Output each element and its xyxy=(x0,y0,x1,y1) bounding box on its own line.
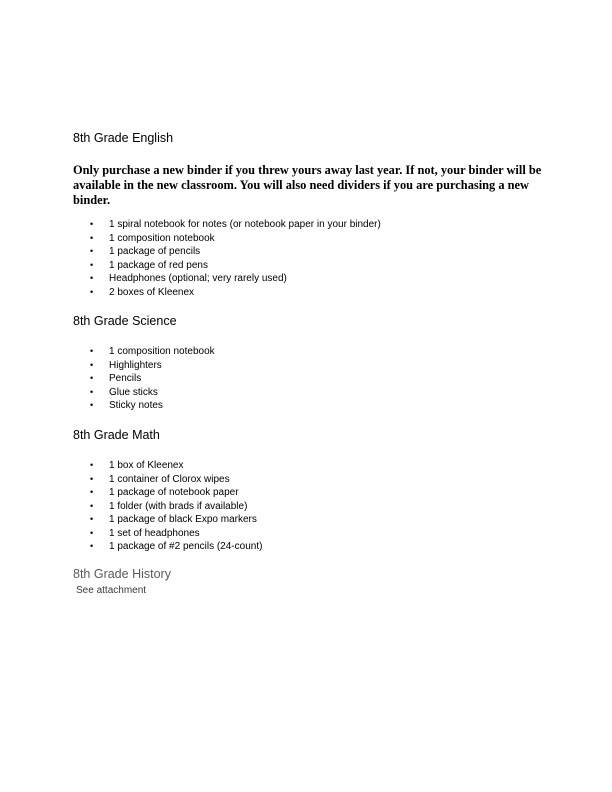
list-item: • Pencils xyxy=(90,373,142,384)
bullet-icon: • xyxy=(90,527,94,538)
list-item: • 1 package of notebook paper xyxy=(90,487,239,498)
bullet-icon: • xyxy=(90,500,94,511)
list-item: • Glue sticks xyxy=(90,386,158,398)
history-attachment-note: See attachment xyxy=(76,585,147,596)
list-item: • 1 composition notebook xyxy=(90,346,215,357)
list-item: • 1 folder (with brads if available) xyxy=(90,500,248,512)
list-item: • 2 boxes of Kleenex xyxy=(90,286,195,298)
list-item: • 1 package of #2 pencils (24-count) xyxy=(90,541,263,552)
bullet-icon: • xyxy=(90,541,94,551)
bullet-icon: • xyxy=(90,346,94,356)
list-item: • 1 set of headphones xyxy=(90,527,200,539)
bullet-icon: • xyxy=(90,286,94,297)
bullet-icon: • xyxy=(90,373,94,383)
bullet-icon: • xyxy=(90,232,94,243)
bullet-icon: • xyxy=(90,259,94,270)
bullet-icon: • xyxy=(90,219,94,229)
list-item: • 1 package of red pens xyxy=(90,259,208,271)
bullet-icon: • xyxy=(90,487,94,497)
bullet-icon: • xyxy=(90,400,94,410)
list-item: • 1 package of pencils xyxy=(90,246,201,257)
english-supply-list xyxy=(90,218,381,299)
list-item: • Headphones (optional; very rarely used) xyxy=(90,273,287,284)
list-item: • 1 composition notebook xyxy=(90,232,215,244)
bullet-icon: • xyxy=(90,460,94,470)
list-item: • Highlighters xyxy=(90,359,162,371)
list-item: • 1 package of black Expo markers xyxy=(90,514,257,525)
list-item: • 1 spiral notebook for notes (or notebook paper in your binder) xyxy=(90,219,381,230)
list-item: • Sticky notes xyxy=(90,400,163,411)
science-heading: 8th Grade Science xyxy=(73,314,177,328)
math-heading: 8th Grade Math xyxy=(73,428,160,442)
binder-note: Only purchase a new binder if you threw yours away last year. If not, your binder will be available in the new classroom. You will also need dividers if you are purchasing a new binder. xyxy=(73,163,542,207)
list-item: • 1 container of Clorox wipes xyxy=(90,473,230,485)
list-item: • 1 box of Kleenex xyxy=(90,460,184,471)
bullet-icon: • xyxy=(90,514,94,524)
bullet-icon: • xyxy=(90,473,94,484)
math-supply-list xyxy=(90,459,262,554)
bullet-icon: • xyxy=(90,386,94,397)
history-heading: 8th Grade History xyxy=(73,567,171,581)
english-heading: 8th Grade English xyxy=(73,131,174,145)
bullet-icon: • xyxy=(90,273,94,283)
bullet-icon: • xyxy=(90,359,94,370)
science-supply-list xyxy=(90,345,215,413)
bullet-icon: • xyxy=(90,246,94,256)
